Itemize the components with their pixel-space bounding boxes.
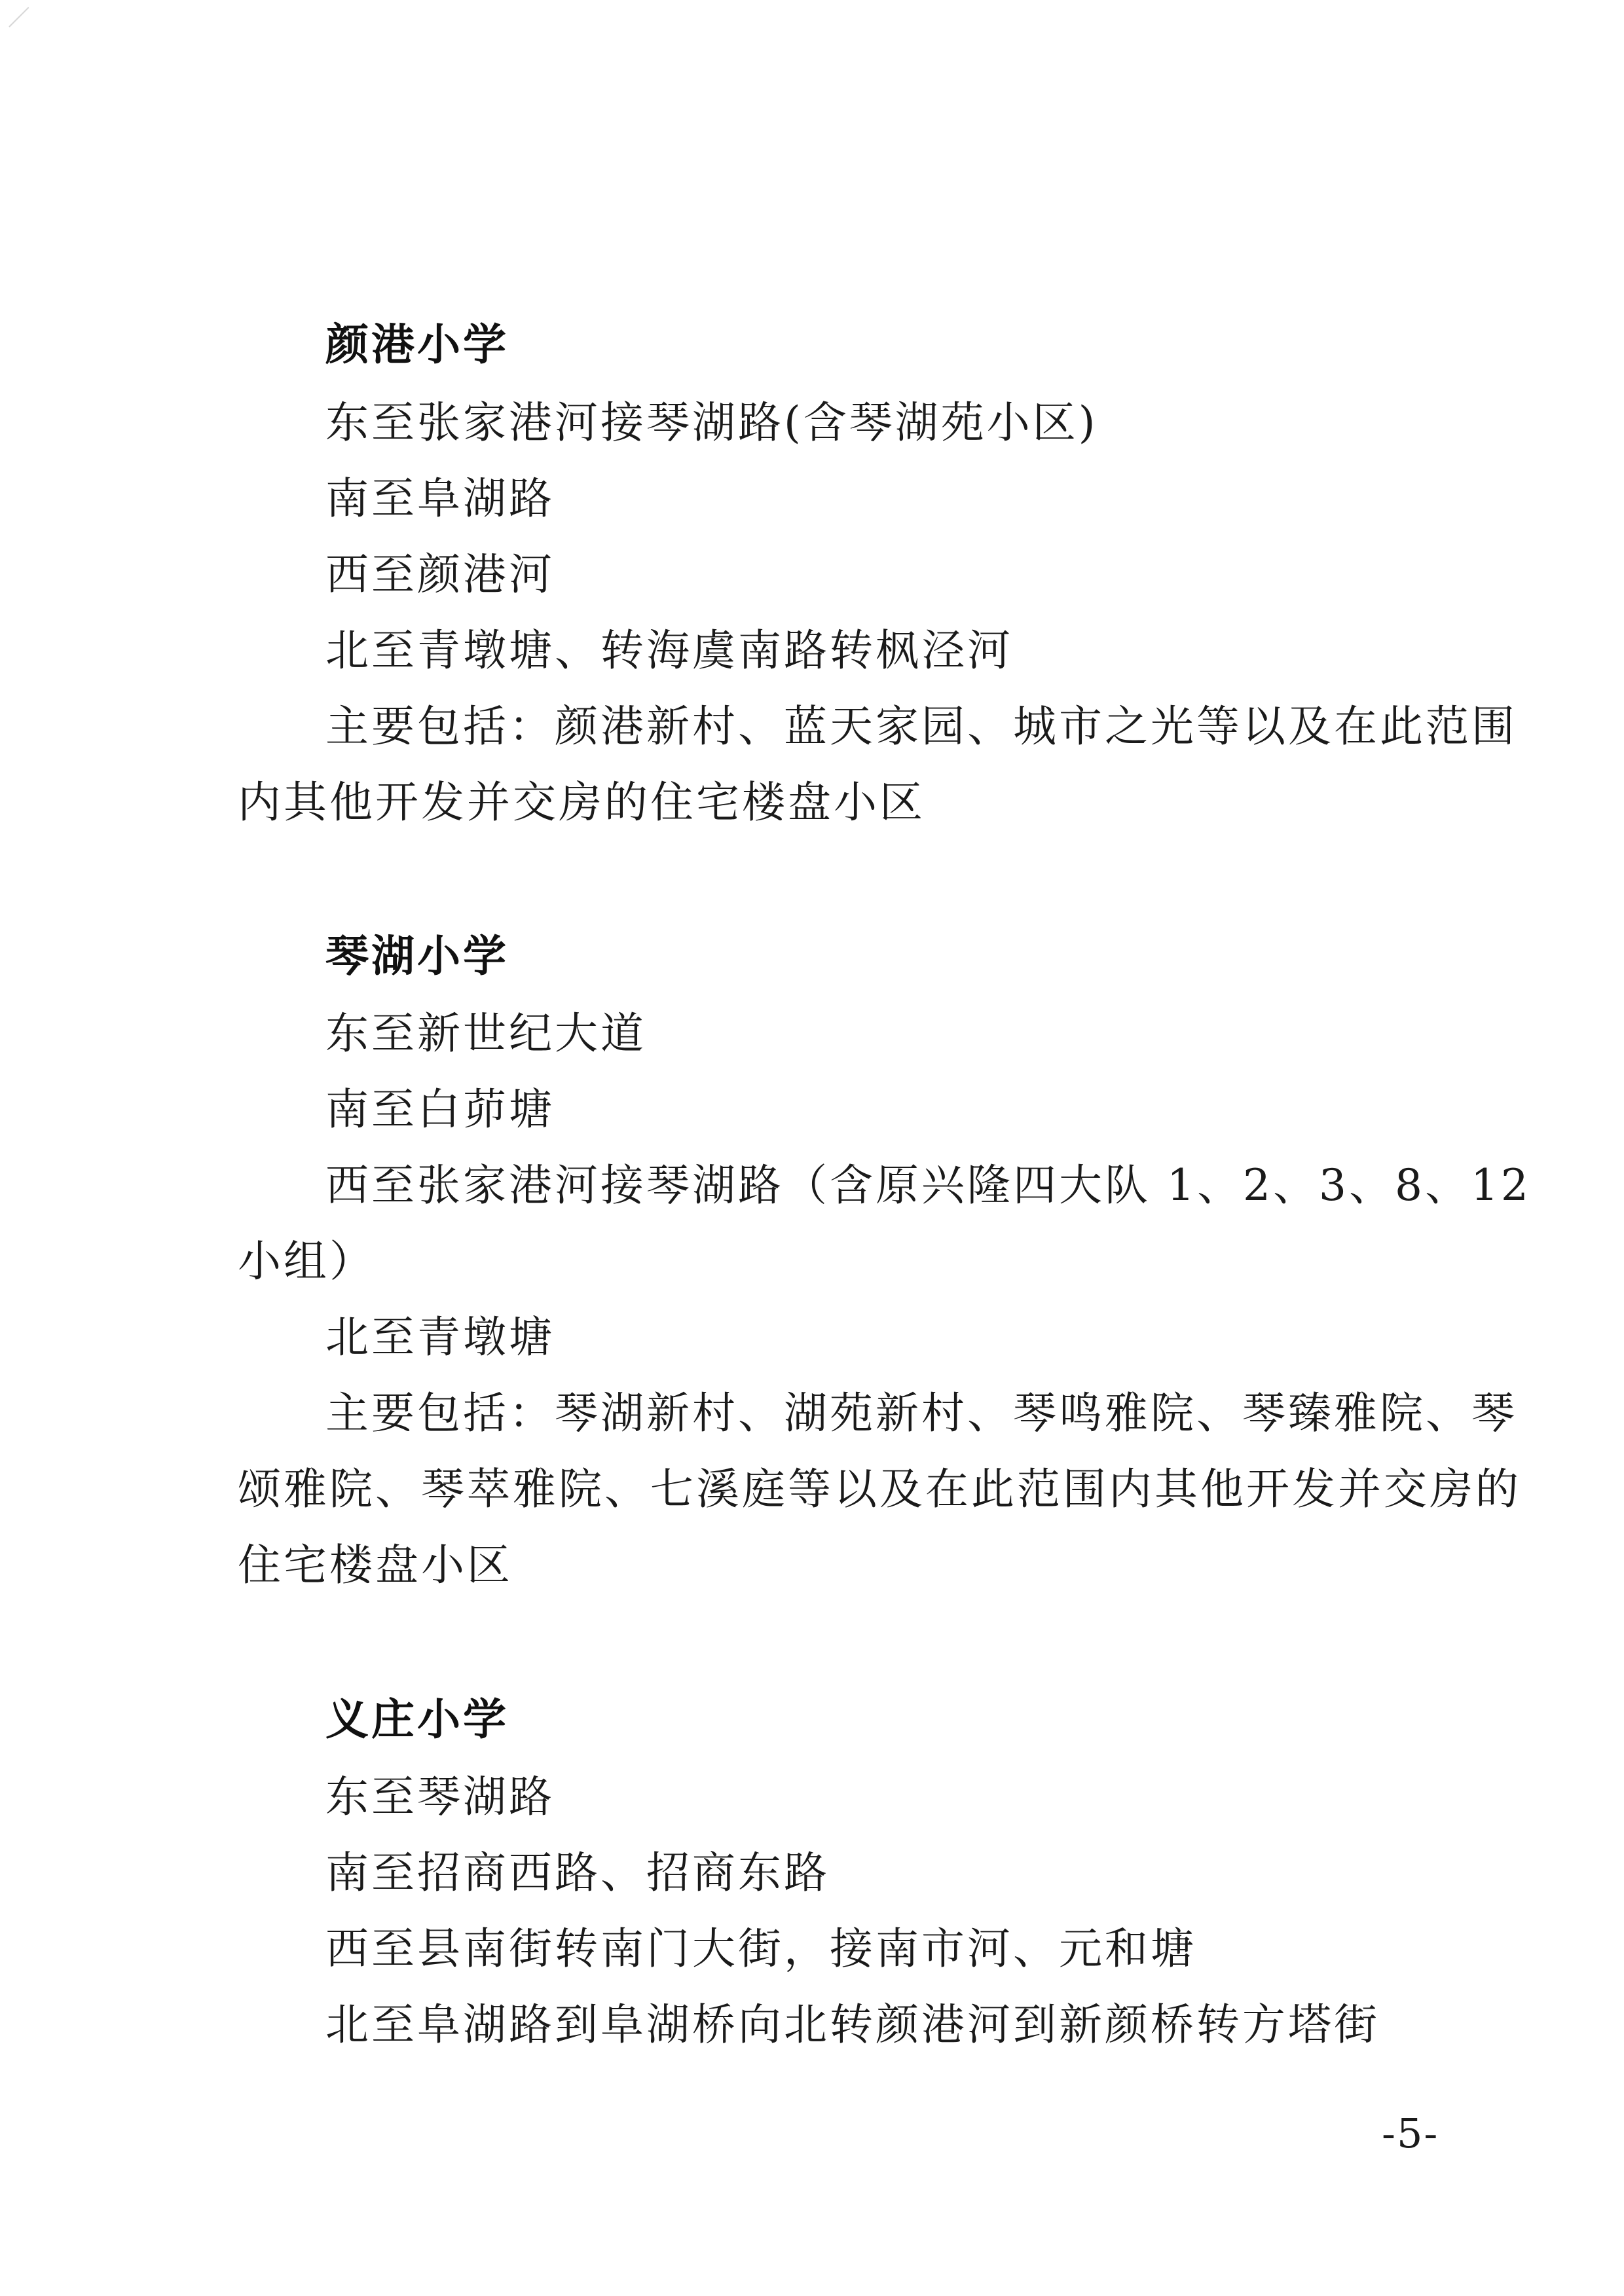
boundary-west: 西至县南街转南门大街，接南市河、元和塘 — [325, 1923, 1196, 1974]
boundary-east: 东至张家港河接琴湖路(含琴湖苑小区) — [325, 397, 1098, 448]
main-includes-continued: 内其他开发并交房的住宅楼盘小区 — [238, 777, 925, 828]
section-title-qinhu: 琴湖小学 — [325, 931, 509, 981]
main-includes: 主要包括：颜港新村、蓝天家园、城市之光等以及在此范围 — [325, 701, 1517, 752]
main-includes-continued: 颂雅院、琴萃雅院、七溪庭等以及在此范围内其他开发并交房的 — [238, 1464, 1521, 1514]
boundary-west: 西至张家港河接琴湖路（含原兴隆四大队 1、2、3、8、12 — [325, 1160, 1531, 1211]
boundary-north: 北至青墩塘 — [325, 1312, 555, 1362]
boundary-south: 南至招商西路、招商东路 — [325, 1848, 830, 1898]
boundary-east: 东至新世纪大道 — [325, 1008, 646, 1059]
main-includes: 主要包括：琴湖新村、湖苑新村、琴鸣雅院、琴臻雅院、琴 — [325, 1388, 1517, 1438]
boundary-west-continued: 小组） — [238, 1236, 375, 1286]
boundary-north: 北至阜湖路到阜湖桥向北转颜港河到新颜桥转方塔街 — [325, 1999, 1380, 2050]
boundary-west: 西至颜港河 — [325, 549, 555, 600]
boundary-north: 北至青墩塘、转海虞南路转枫泾河 — [325, 625, 1013, 676]
page-number: -5- — [1382, 2109, 1439, 2157]
section-title-yizhuang: 义庄小学 — [325, 1694, 509, 1745]
boundary-south: 南至白茆塘 — [325, 1084, 555, 1135]
section-title-yangang: 颜港小学 — [325, 319, 509, 370]
scan-corner-mark — [9, 7, 29, 27]
main-includes-continued: 住宅楼盘小区 — [238, 1540, 513, 1590]
boundary-east: 东至琴湖路 — [325, 1772, 555, 1822]
boundary-south: 南至阜湖路 — [325, 473, 555, 524]
